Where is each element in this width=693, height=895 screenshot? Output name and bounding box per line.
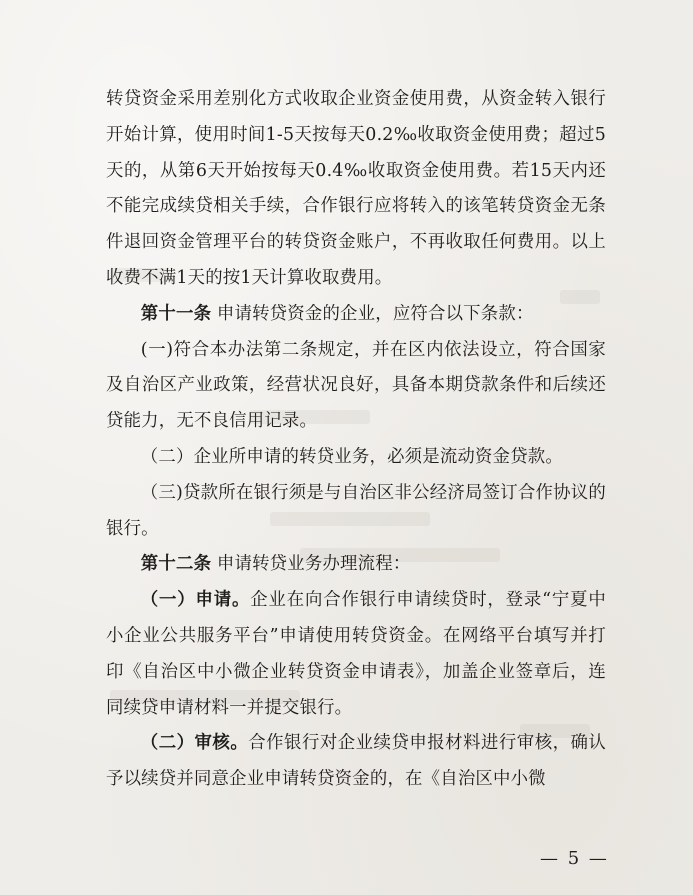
paragraph-text: (一)符合本办法第二条规定，并在区内依法设立，符合国家及自治区产业政策，经营状况良好，具备本期贷款条件和后续还贷能力，无不良信用记录。	[106, 339, 606, 432]
paragraph-text: 企业在向合作银行申请续贷时，登录“宁夏中小企业公共服务平台”申请使用转贷资金。在网络平台填写并打印《自治区中小微企业转贷资金申请表》，加盖企业签章后，连同续贷申请材料一并提交银行。	[106, 590, 606, 718]
condition-one	[106, 333, 606, 440]
step-title: （二）审核。	[140, 733, 249, 754]
paragraph-text: （三)贷款所在银行须是与自治区非公经济局签订合作协议的银行。	[106, 482, 606, 539]
paragraph-text: 合作银行对企业续贷申报材料进行审核，确认予以续贷并同意企业申请转贷资金的，在《自治区中小微	[106, 733, 606, 790]
page-number: — 5 —	[540, 848, 609, 869]
article-number: 第十二条	[140, 554, 212, 575]
condition-three	[106, 476, 606, 548]
step-application	[106, 583, 606, 726]
document-body	[106, 82, 606, 798]
step-title: （一）申请。	[140, 590, 251, 611]
condition-two	[106, 440, 606, 476]
paragraph-text: 申请转贷业务办理流程：	[216, 554, 411, 575]
article-twelve-heading	[106, 547, 606, 583]
article-eleven-heading	[106, 297, 606, 333]
paragraph-text: 转贷资金采用差别化方式收取企业资金使用费，从资金转入银行开始计算，使用时间1-5天按每天0.2‰收取资金使用费；超过5天的，从第6天开始按每天0.4‰收取资金使用费。若15天内还不能完成续贷相关手续，合作银行应将转入的该笔转贷资金无条件退回资金管理平台的转贷资金账户，不再收取任何费用。以上收费不满1天的按1天计算收取费用。	[106, 89, 606, 288]
article-number: 第十一条	[140, 303, 212, 324]
step-review	[106, 726, 606, 798]
paragraph-fee-rules	[106, 82, 606, 297]
paragraph-text: 申请转贷资金的企业，应符合以下条款：	[216, 303, 534, 324]
paragraph-text: （二）企业所申请的转贷业务，必须是流动资金贷款。	[140, 446, 563, 467]
